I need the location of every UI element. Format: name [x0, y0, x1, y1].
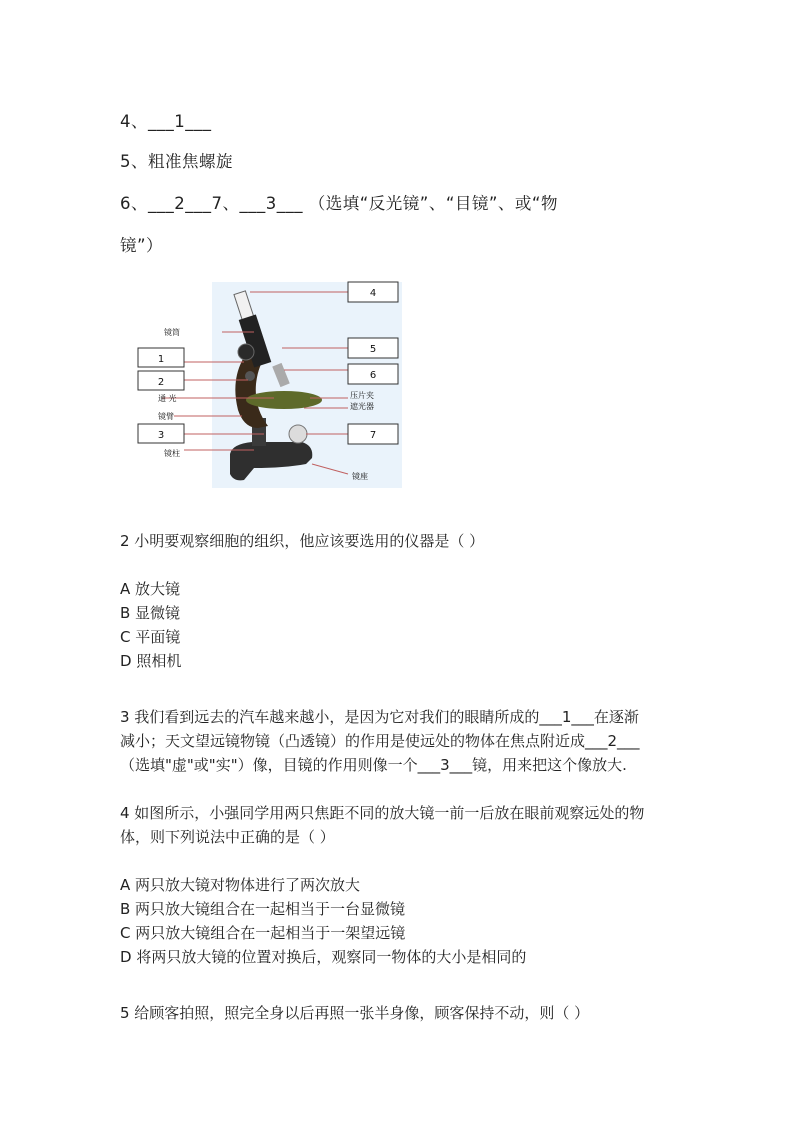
microscope-diagram — [134, 278, 404, 490]
question-5-stem: 5 给顾客拍照，照完全身以后再照一张半身像，顾客保持不动，则（ ） — [120, 1004, 590, 1022]
question-4-line-1: 4 如图所示，小强同学用两只焦距不同的放大镜一前一后放在眼前观察远处的物 — [120, 804, 645, 822]
question-3-line-3: （选填"虚"或"实"）像，目镜的作用则像一个___3___镜，用来把这个像放大. — [120, 756, 627, 774]
question-3-line-1: 3 我们看到远去的汽车越来越小，是因为它对我们的眼睛所成的___1___在逐渐 — [120, 708, 639, 726]
question-2-stem: 2 小明要观察细胞的组织，他应该要选用的仪器是（ ） — [120, 532, 485, 550]
box-2: 2 — [157, 377, 165, 388]
coarse-knob — [238, 344, 254, 360]
question-4-line-2: 体，则下列说法中正确的是（ ） — [120, 828, 335, 846]
box-1: 1 — [157, 354, 165, 365]
fill-line-5: 5、粗准焦螺旋 — [120, 152, 233, 171]
question-3-line-2: 减小；天文望远镜物镜（凸透镜）的作用是使远处的物体在焦点附近成___2___ — [120, 732, 640, 750]
question-2-option-d: D 照相机 — [120, 652, 182, 670]
box-4: 4 — [369, 288, 377, 299]
box-5: 5 — [369, 344, 377, 355]
label-base: 镜座 — [352, 472, 368, 481]
mirror — [289, 425, 307, 443]
fill-line-6-cont: 镜”） — [120, 236, 164, 255]
question-2-option-a: A 放大镜 — [120, 580, 181, 598]
microscope-stage — [246, 391, 322, 409]
question-2-option-b: B 显微镜 — [120, 604, 181, 622]
box-6: 6 — [369, 370, 377, 381]
label-shade: 遮光器 — [350, 402, 374, 411]
label-pillar: 镜柱 — [164, 449, 180, 458]
box-7: 7 — [369, 430, 377, 441]
label-arm: 镜臂 — [158, 412, 174, 421]
box-3: 3 — [157, 430, 165, 441]
question-4-option-d: D 将两只放大镜的位置对换后，观察同一物体的大小是相同的 — [120, 948, 527, 966]
label-clip: 压片夹 — [350, 391, 374, 400]
label-tube: 镜筒 — [164, 328, 180, 337]
question-4-option-b: B 两只放大镜组合在一起相当于一台显微镜 — [120, 900, 406, 918]
label-light: 通 光 — [158, 394, 177, 403]
question-2-option-c: C 平面镜 — [120, 628, 181, 646]
fill-line-6: 6、___2___7、___3___ （选填“反光镜”、“目镜”、或“物 — [120, 194, 558, 213]
question-4-option-a: A 两只放大镜对物体进行了两次放大 — [120, 876, 361, 894]
fill-line-4: 4、___1___ — [120, 112, 212, 131]
question-4-option-c: C 两只放大镜组合在一起相当于一架望远镜 — [120, 924, 406, 942]
